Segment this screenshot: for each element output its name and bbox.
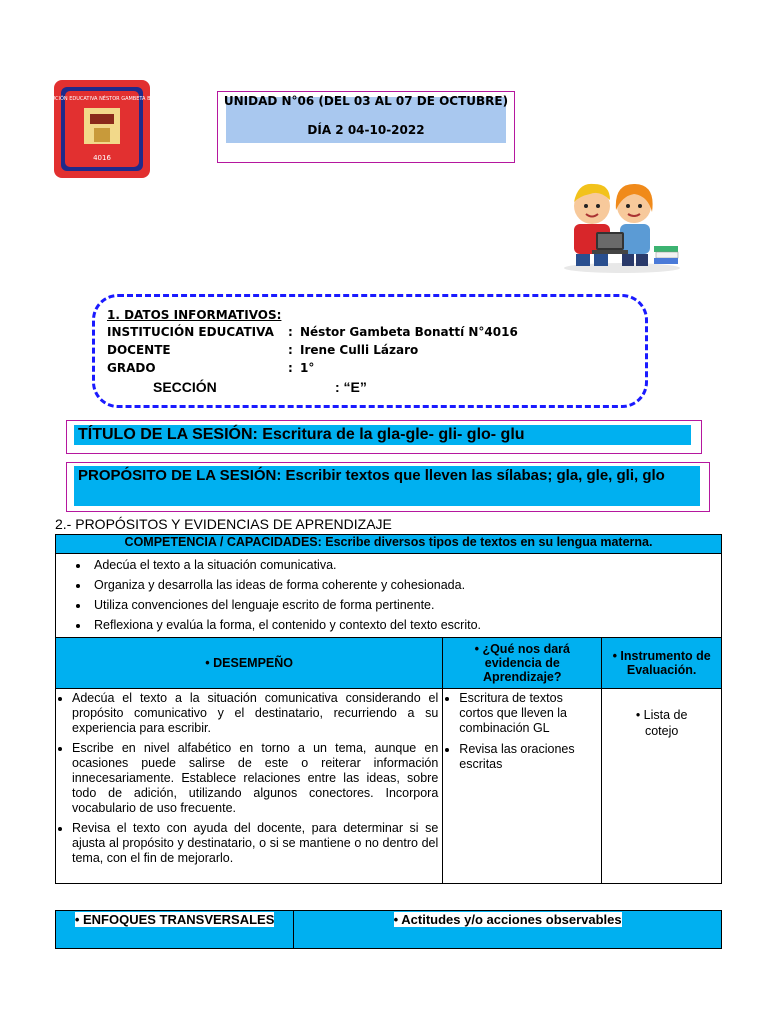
- desempeno-cell: [56, 689, 443, 884]
- label-institucion: INSTITUCIÓN EDUCATIVA: [107, 325, 274, 339]
- header-actitudes-label: • Actitudes y/o acciones observables: [393, 912, 622, 927]
- competencia-row: [56, 535, 722, 554]
- header-instrumento-label: Instrumento de Evaluación.: [620, 649, 711, 677]
- logo-emblem-base: [94, 128, 110, 142]
- header-instrumento: • Instrumento de Evaluación.: [602, 638, 722, 689]
- day-date: DÍA 2 04-10-2022: [307, 123, 425, 137]
- titulo-box: [66, 420, 702, 454]
- desempeno-list: [58, 691, 438, 866]
- capacidades-row: [56, 554, 722, 638]
- header-desempeno-label: DESEMPEÑO: [213, 656, 294, 670]
- value-seccion: : “E”: [335, 379, 367, 395]
- list-item: • Revisa el texto con ayuda del docente, para determinar si se ajusta al propósito y destinatario, o si se mantiene o no dentro del tema, con el fin de mejorarlo.: [72, 821, 438, 866]
- learning-table: [55, 534, 722, 884]
- list-item: • Reflexiona y evalúa la forma, el contenido y contexto del texto escrito.: [90, 617, 721, 633]
- header-enfoques: [56, 911, 294, 949]
- school-logo: [35, 80, 169, 178]
- instrumento-cell: [602, 689, 722, 884]
- capacidades-list: [56, 557, 721, 633]
- capacidades-cell: [56, 554, 722, 638]
- value-docente: Irene Culli Lázaro: [300, 343, 419, 357]
- list-item: • Utiliza convenciones del lenguaje escrito de forma pertinente.: [90, 597, 721, 613]
- enfoques-header-row: [56, 911, 722, 949]
- evidencia-list: [445, 691, 597, 772]
- label-seccion: SECCIÓN: [153, 379, 217, 395]
- value-grado: 1°: [300, 361, 315, 375]
- unit-header-box: [217, 91, 515, 163]
- session-title: TÍTULO DE LA SESIÓN: Escritura de la gla-gle- gli- glo- glu: [74, 425, 691, 445]
- instrumento-list: [602, 707, 721, 739]
- datos-title: 1. DATOS INFORMATIVOS:: [107, 308, 282, 322]
- logo-emblem-detail: [90, 114, 114, 124]
- colon-docente: :: [288, 343, 293, 357]
- table-header-row: [56, 638, 722, 689]
- list-item: • Escribe en nivel alfabético en torno a un tema, aunque en ocasiones puede salirse de este o reiterar información innecesariamente. Establece relaciones entre las ideas, sobre todo de adición, utilizando algunos conectores. Incorpora vocabulario de uso frecuente.: [72, 741, 438, 816]
- list-item: • Lista de cotejo: [635, 708, 688, 738]
- enfoques-table: [55, 910, 722, 949]
- list-item: • Organiza y desarrolla las ideas de forma coherente y cohesionada.: [90, 577, 721, 593]
- header-evidencia-label: ¿Qué nos dará evidencia de Aprendizaje?: [482, 642, 570, 684]
- kids-with-laptop-illustration: [560, 176, 684, 274]
- unit-title: UNIDAD N°06 (DEL 03 AL 07 DE OCTUBRE): [223, 94, 509, 108]
- logo-school-name: INSTITUCIÓN EDUCATIVA NÉSTOR GAMBETA BONATTI: [35, 96, 169, 102]
- list-item: • Revisa las oraciones escritas: [459, 742, 597, 772]
- header-enfoques-label: • ENFOQUES TRANSVERSALES: [74, 912, 275, 927]
- logo-number: 4016: [93, 154, 111, 162]
- colon-grado: :: [288, 361, 293, 375]
- competencia-cell: [56, 535, 722, 554]
- list-item: • Adecúa el texto a la situación comunicativa considerando el propósito comunicativo y el destinatario, recurriendo a su experiencia para escribir.: [72, 691, 438, 736]
- label-grado: GRADO: [107, 361, 156, 375]
- evidencia-cell: [443, 689, 602, 884]
- session-purpose: PROPÓSITO DE LA SESIÓN: Escribir textos que lleven las sílabas; gla, gle, gli, glo: [74, 466, 700, 506]
- header-desempeno: • DESEMPEÑO: [56, 638, 443, 689]
- header-evidencia: • ¿Qué nos dará evidencia de Aprendizaje?: [443, 638, 602, 689]
- header-actitudes: [294, 911, 722, 949]
- competencia-label: COMPETENCIA / CAPACIDADES:: [124, 535, 322, 549]
- competencia-text: Escribe diversos tipos de textos en su lengua materna.: [321, 535, 653, 549]
- label-docente: DOCENTE: [107, 343, 171, 357]
- section-2-heading: 2.- PROPÓSITOS Y EVIDENCIAS DE APRENDIZAJE: [55, 516, 392, 532]
- value-institucion: Néstor Gambeta Bonattí N°4016: [300, 325, 518, 339]
- list-item: • Escritura de textos cortos que lleven la combinación GL: [459, 691, 597, 736]
- table-row: [56, 689, 722, 884]
- proposito-box: [66, 462, 710, 512]
- list-item: • Adecúa el texto a la situación comunicativa.: [90, 557, 721, 573]
- colon-institucion: :: [288, 325, 293, 339]
